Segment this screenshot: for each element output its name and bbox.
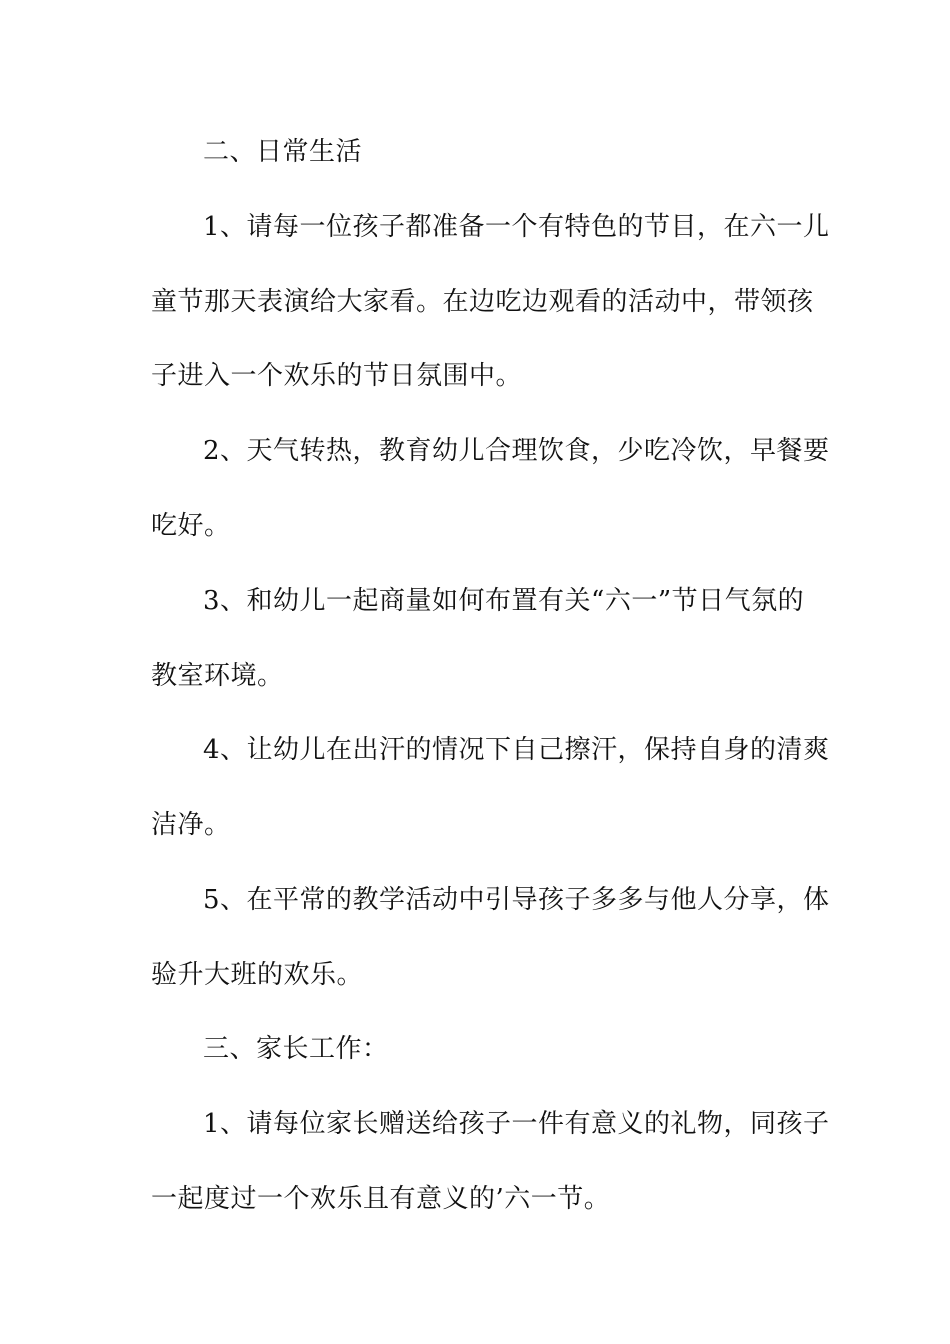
paragraph-line: 3、和幼儿一起商量如何布置有关“六一”节日气氛的 bbox=[203, 586, 805, 616]
paragraph-line: 教室环境。 bbox=[151, 661, 284, 691]
paragraph-line: 验升大班的欢乐。 bbox=[151, 960, 364, 990]
paragraph-line: 子进入一个欢乐的节日氛围中。 bbox=[151, 361, 523, 391]
section-heading-parent-work: 三、家长工作： bbox=[203, 1034, 389, 1064]
paragraph-line: 1、请每位家长赠送给孩子一件有意义的礼物，同孩子 bbox=[203, 1109, 830, 1139]
paragraph-line: 洁净。 bbox=[151, 810, 231, 840]
paragraph-line: 童节那天表演给大家看。在边吃边观看的活动中，带领孩 bbox=[151, 287, 814, 317]
paragraph-line: 吃好。 bbox=[151, 511, 231, 541]
paragraph-line: 2、天气转热，教育幼儿合理饮食，少吃冷饮，早餐要 bbox=[203, 436, 830, 466]
paragraph-line: 4、让幼儿在出汗的情况下自己擦汗，保持自身的清爽 bbox=[203, 735, 830, 765]
paragraph-line: 5、在平常的教学活动中引导孩子多多与他人分享，体 bbox=[203, 885, 830, 915]
paragraph-line: 一起度过一个欢乐且有意义的’六一节。 bbox=[151, 1184, 611, 1214]
section-heading-daily-life: 二、日常生活 bbox=[203, 137, 363, 167]
paragraph-line: 1、请每一位孩子都准备一个有特色的节目，在六一儿 bbox=[203, 212, 830, 242]
